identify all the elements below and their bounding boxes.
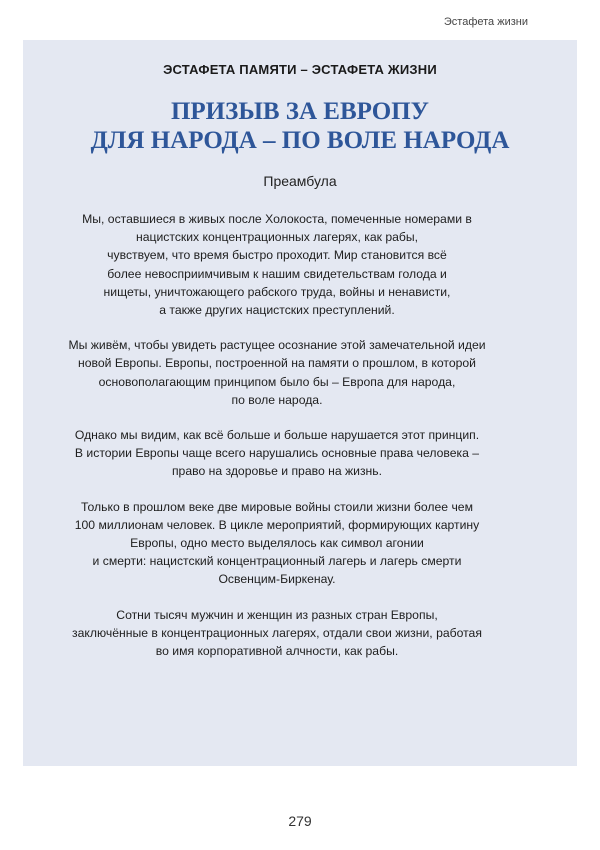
- text-line: чувствуем, что время быстро проходит. Мир становится всё: [107, 248, 447, 263]
- text-line: Мы, оставшиеся в живых после Холокоста, помеченные номерами в: [82, 212, 472, 226]
- text-line: Европы, одно место выделялось как символ агонии: [130, 536, 424, 551]
- paragraph: [40, 498, 514, 589]
- title-line-2: ДЛЯ НАРОДА – ПО ВОЛЕ НАРОДА: [90, 127, 510, 154]
- paragraph: [40, 336, 514, 409]
- text-line: новой Европы. Европы, построенной на памяти о прошлом, в которой: [78, 356, 476, 371]
- text-line: Сотни тысяч мужчин и женщин из разных стран Европы,: [116, 607, 438, 622]
- section-kicker: ЭСТАФЕТА ПАМЯТИ – ЭСТАФЕТА ЖИЗНИ: [163, 62, 437, 77]
- title-line-1: ПРИЗЫВ ЗА ЕВРОПУ: [170, 98, 430, 125]
- running-header: Эстафета жизни: [443, 16, 528, 28]
- text-line: 100 миллионам человек. В цикле мероприятий, формирующих картину: [74, 517, 480, 532]
- text-line: право на здоровье и право на жизнь.: [171, 464, 383, 479]
- page-number: 279: [288, 813, 312, 829]
- text-line: основополагающим принципом было бы – Европа для народа,: [98, 374, 456, 389]
- paragraph: [40, 426, 514, 481]
- text-line: по воле народа.: [231, 392, 323, 407]
- preamble-subtitle: Преамбула: [263, 173, 337, 189]
- text-line: нацистских концентрационных лагерях, как рабы,: [135, 230, 418, 245]
- page-title: [0, 97, 600, 155]
- body-text: [40, 210, 514, 677]
- text-line: а также других нацистских преступлений.: [159, 303, 395, 318]
- paragraph: [40, 210, 514, 319]
- paragraph: [40, 606, 514, 661]
- text-line: нищеты, уничтожающего рабского труда, войны и ненависти,: [103, 284, 451, 299]
- text-line: более невосприимчивым к нашим свидетельствам голода и: [107, 266, 447, 281]
- text-line: Освенцим-Биркенау.: [218, 572, 336, 587]
- text-line: во имя корпоративной алчности, как рабы.: [155, 644, 399, 659]
- text-line: Однако мы видим, как всё больше и больше нарушается этот принцип.: [74, 428, 480, 443]
- text-line: и смерти: нацистский концентрационный лагерь и лагерь смерти: [92, 554, 462, 569]
- text-line: заключённые в концентрационных лагерях, отдали свои жизни, работая: [72, 625, 482, 640]
- text-line: В истории Европы чаще всего нарушались основные права человека –: [74, 446, 480, 461]
- text-line: Мы живём, чтобы увидеть растущее осознание этой замечательной идеи: [68, 338, 486, 353]
- text-line: Только в прошлом веке две мировые войны стоили жизни более чем: [81, 499, 473, 514]
